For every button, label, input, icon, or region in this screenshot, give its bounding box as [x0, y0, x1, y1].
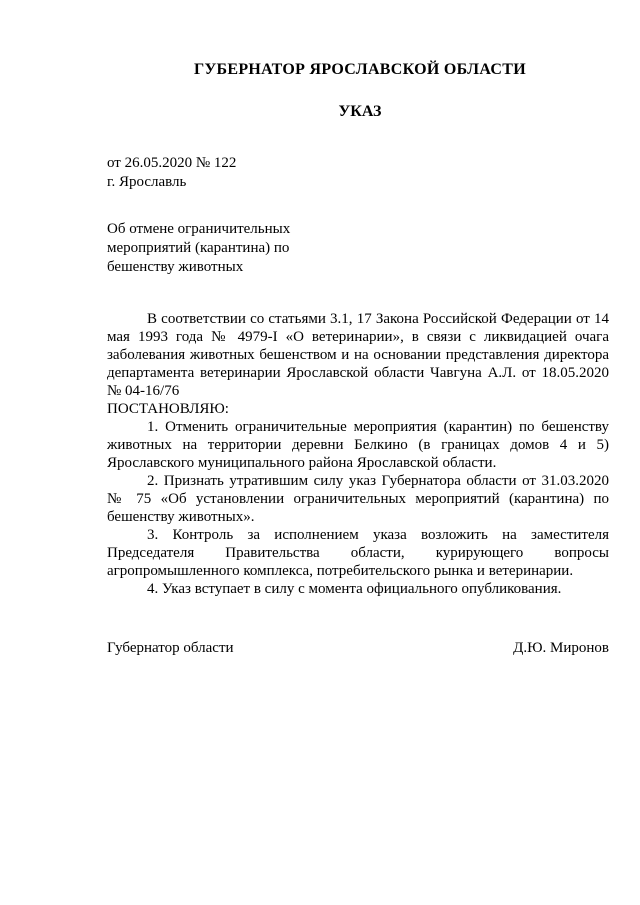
preamble-paragraph: В соответствии со статьями 3.1, 17 Закона Российской Федерации от 14 мая 1993 года № 4979-I «О ветеринарии», в связи с ликвидацией очага заболевания животных бешенством и на основании представления директора департамента ветеринарии Ярославской области Чавгуна А.Л. от 18.05.2020 № 04-16/76: [107, 311, 609, 399]
document-subject: [107, 220, 327, 277]
document-body: [107, 310, 609, 598]
signatory-position: Губернатор области: [107, 640, 234, 656]
decree-item: 2. Признать утратившим силу указ Губернатора области от 31.03.2020 № 75 «Об установлении ограничительных мероприятий (карантина) по бешенству животных».: [107, 473, 609, 525]
city: г. Ярославль: [107, 174, 187, 190]
subject-line: мероприятий (карантина) по: [107, 240, 290, 256]
date-and-number: от 26.05.2020 № 122: [107, 155, 237, 171]
decree-item: 3. Контроль за исполнением указа возложить на заместителя Председателя Правительства области, курирующего вопросы агропромышленного комплекса, потребительского рынка и ветеринарии.: [107, 527, 609, 579]
issuing-authority: ГУБЕРНАТОР ЯРОСЛАВСКОЙ ОБЛАСТИ: [193, 61, 527, 78]
decree-item: 4. Указ вступает в силу с момента официального опубликования.: [147, 581, 562, 597]
subject-line: бешенству животных: [107, 259, 244, 275]
decree-word: ПОСТАНОВЛЯЮ:: [107, 401, 229, 417]
subject-line: Об отмене ограничительных: [107, 221, 291, 237]
signatory-name: Д.Ю. Миронов: [513, 640, 609, 656]
decree-item: 1. Отменить ограничительные мероприятия (карантин) по бешенству животных на территории деревни Белкино (в границах домов 4 и 5) Ярославского муниципального района Ярославской области.: [107, 419, 609, 471]
document-type: УКАЗ: [338, 103, 382, 120]
document-meta: [107, 154, 236, 192]
